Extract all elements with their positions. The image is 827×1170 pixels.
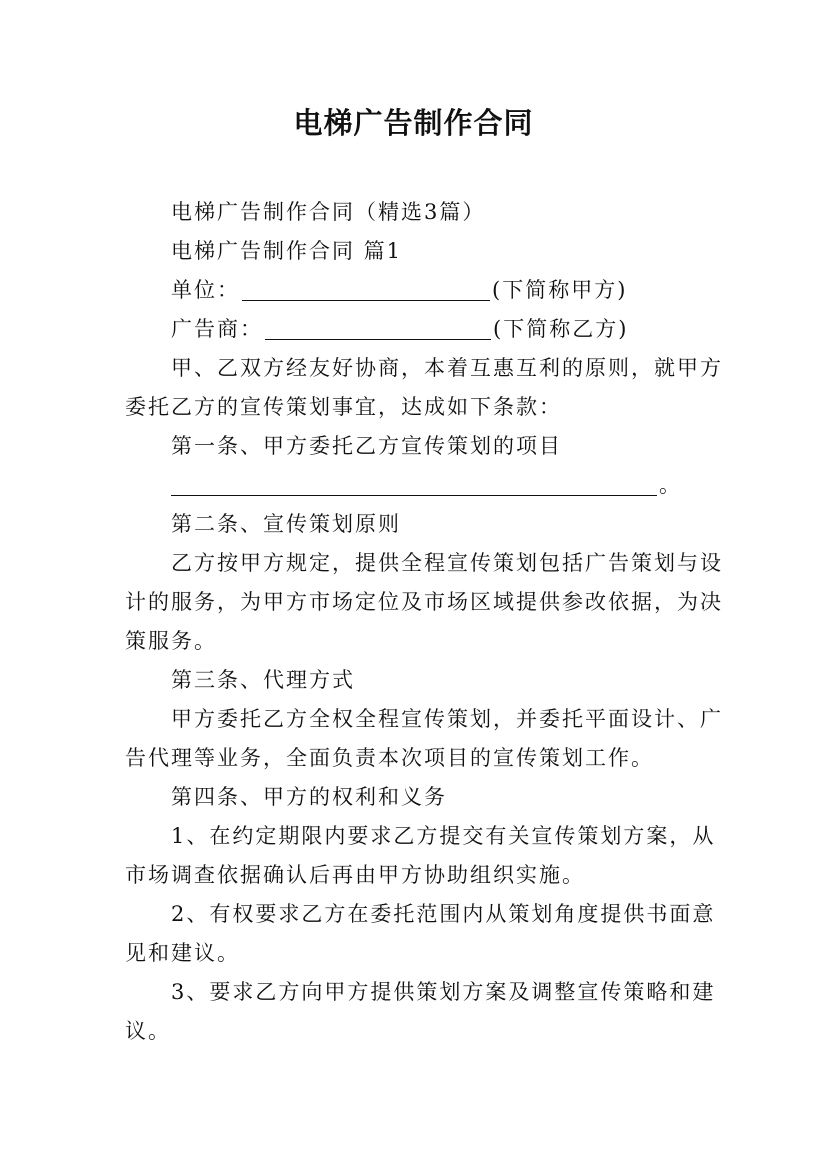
paragraph-line: 议。 <box>125 1019 171 1043</box>
project-blank-period: 。 <box>659 473 682 497</box>
party-b-suffix: (下简称乙方) <box>493 317 629 341</box>
party-b-blank <box>265 318 491 340</box>
paragraph-line: 3、要求乙方向甲方提供策划方案及调整宣传策略和建 <box>171 980 716 1004</box>
subtitle-line: 电梯广告制作合同（精选3篇） <box>171 200 486 224</box>
clause-1-heading: 第一条、甲方委托乙方宣传策划的项目 <box>171 434 562 458</box>
document-title: 电梯广告制作合同 <box>293 106 534 140</box>
clause-3-heading: 第三条、代理方式 <box>171 668 355 692</box>
clause-4-heading: 第四条、甲方的权利和义务 <box>171 785 447 809</box>
clause-1-blank-line <box>171 470 751 500</box>
party-a-line <box>171 275 751 305</box>
party-b-line <box>171 314 751 344</box>
paragraph-line: 乙方按甲方规定，提供全程宣传策划包括广告策划与设 <box>171 551 723 575</box>
paragraph-line: 2、有权要求乙方在委托范围内从策划角度提供书面意 <box>171 902 716 926</box>
paragraph-line: 1、在约定期限内要求乙方提交有关宣传策划方案，从 <box>171 824 716 848</box>
paragraph-line: 见和建议。 <box>125 941 240 965</box>
paragraph-line: 计的服务，为甲方市场定位及市场区域提供参改依据，为决 <box>125 590 723 614</box>
paragraph-line: 委托乙方的宣传策划事宜，达成如下条款： <box>125 395 562 419</box>
party-a-label: 单位： <box>171 278 240 302</box>
paragraph-line: 策服务。 <box>125 629 217 653</box>
article-heading: 电梯广告制作合同 篇1 <box>171 239 403 263</box>
paragraph-line: 市场调查依据确认后再由甲方协助组织实施。 <box>125 863 585 887</box>
paragraph-line: 告代理等业务，全面负责本次项目的宣传策划工作。 <box>125 746 654 770</box>
party-a-suffix: (下简称甲方) <box>492 278 628 302</box>
party-a-blank <box>242 279 490 301</box>
paragraph-line: 甲、乙双方经友好协商，本着互惠互利的原则，就甲方 <box>171 356 723 380</box>
project-blank <box>171 474 657 496</box>
paragraph-line: 甲方委托乙方全权全程宣传策划，并委托平面设计、广 <box>171 707 723 731</box>
clause-2-heading: 第二条、宣传策划原则 <box>171 512 401 536</box>
party-b-label: 广告商： <box>171 317 263 341</box>
